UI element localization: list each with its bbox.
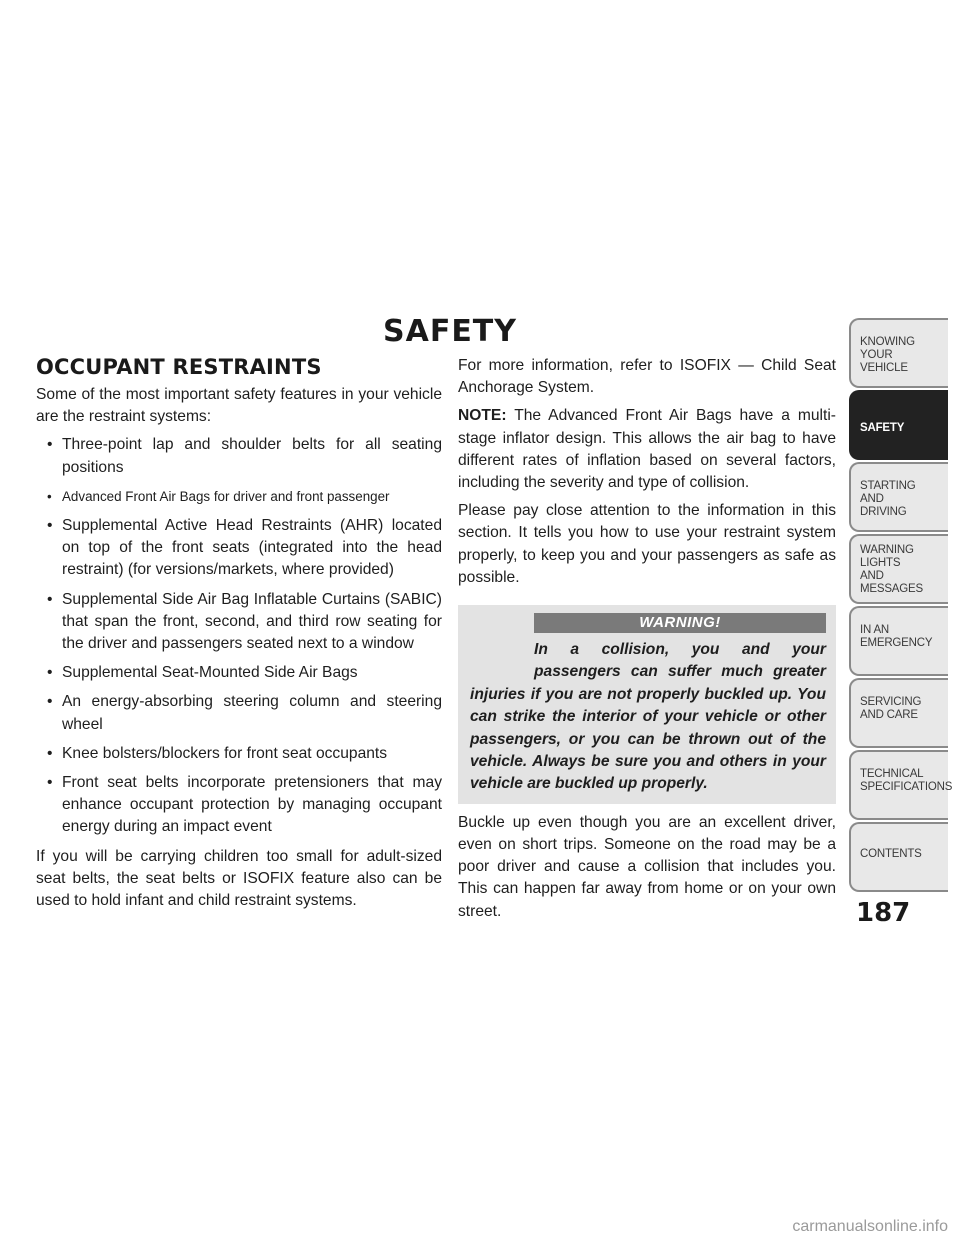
list-item: • Supplemental Side Air Bag Inflatable Curtains (SABIC) that span the front, second, and third row seating for the driver and passengers seated next to a window [47, 590, 442, 653]
section-heading: OCCUPANT RESTRAINTS [36, 355, 322, 379]
tab-in-an-emergency[interactable]: IN AN EMERGENCY [849, 606, 948, 676]
list-item: • Supplemental Seat-Mounted Side Air Bags [47, 664, 358, 682]
list-item: • Knee bolsters/blockers for front seat occupants [47, 744, 388, 762]
chapter-title: SAFETY [383, 314, 517, 349]
attention-paragraph: Please pay close attention to the information in this section. It tells you how to use your restraint system properly, to keep you and your passengers as safe as possible. [458, 502, 836, 586]
list-item: • Supplemental Active Head Restraints (AHR) located on top of the front seats (integrated into the head restraint) (for versions/markets, where provided) [47, 517, 442, 579]
watermark: carmanualsonline.info [792, 1218, 948, 1235]
tab-contents[interactable]: CONTENTS [849, 822, 948, 892]
buckle-paragraph: Buckle up even though you are an excellent driver, even on short trips. Someone on the road may be a poor driver and cause a collision that includes you. This can happen far away from home or on your own street. [458, 813, 836, 920]
warning-title: WARNING! [534, 613, 826, 633]
list-item: • Advanced Front Air Bags for driver and front passenger [47, 488, 390, 504]
left-column [36, 355, 442, 918]
warning-text: In a collision, you and your passengers can suffer much greater injuries if you are not properly buckled up. You can strike the interior of your vehicle or other passengers, or you can be thrown out of the vehicle. Always be sure you and others in your vehicle are buckled up properly. [470, 641, 826, 793]
chapter-tabs [849, 318, 953, 892]
tab-servicing-and-care[interactable]: SERVICING AND CARE [849, 678, 948, 748]
restraint-features-list [36, 434, 442, 838]
list-item: • An energy-absorbing steering column and steering wheel [47, 693, 442, 733]
tab-technical-specifications[interactable]: TECHNICAL SPECIFICATIONS [849, 750, 948, 820]
intro-paragraph: Some of the most important safety features in your vehicle are the restraint systems: [36, 386, 442, 426]
page-number: 187 [856, 898, 911, 928]
warning-box [458, 605, 836, 804]
children-paragraph: If you will be carrying children too small for adult-sized seat belts, the seat belts or ISOFIX feature also can be used to hold infant and child restraint systems. [36, 847, 442, 910]
tab-knowing-your-vehicle[interactable]: KNOWING YOUR VEHICLE [849, 318, 948, 388]
note-paragraph [458, 405, 836, 494]
list-item: • Three-point lap and shoulder belts for all seating positions [47, 436, 442, 476]
tab-safety[interactable]: SAFETY [849, 390, 948, 460]
note-label: NOTE: [458, 407, 507, 425]
tab-starting-and-driving[interactable]: STARTING AND DRIVING [849, 462, 948, 532]
tab-warning-lights-and-messages[interactable]: WARNING LIGHTS AND MESSAGES [849, 534, 948, 604]
note-text: The Advanced Front Air Bags have a multi-stage inflator design. This allows the air bag to have different rates of inflation based on several factors, including the severity and type of collision. [458, 407, 836, 492]
list-item: • Front seat belts incorporate pretensioners that may enhance occupant protection by managing occupant energy during an impact event [47, 774, 442, 836]
right-column [458, 355, 836, 929]
isofix-paragraph: For more information, refer to ISOFIX — Child Seat Anchorage System. [458, 357, 836, 397]
